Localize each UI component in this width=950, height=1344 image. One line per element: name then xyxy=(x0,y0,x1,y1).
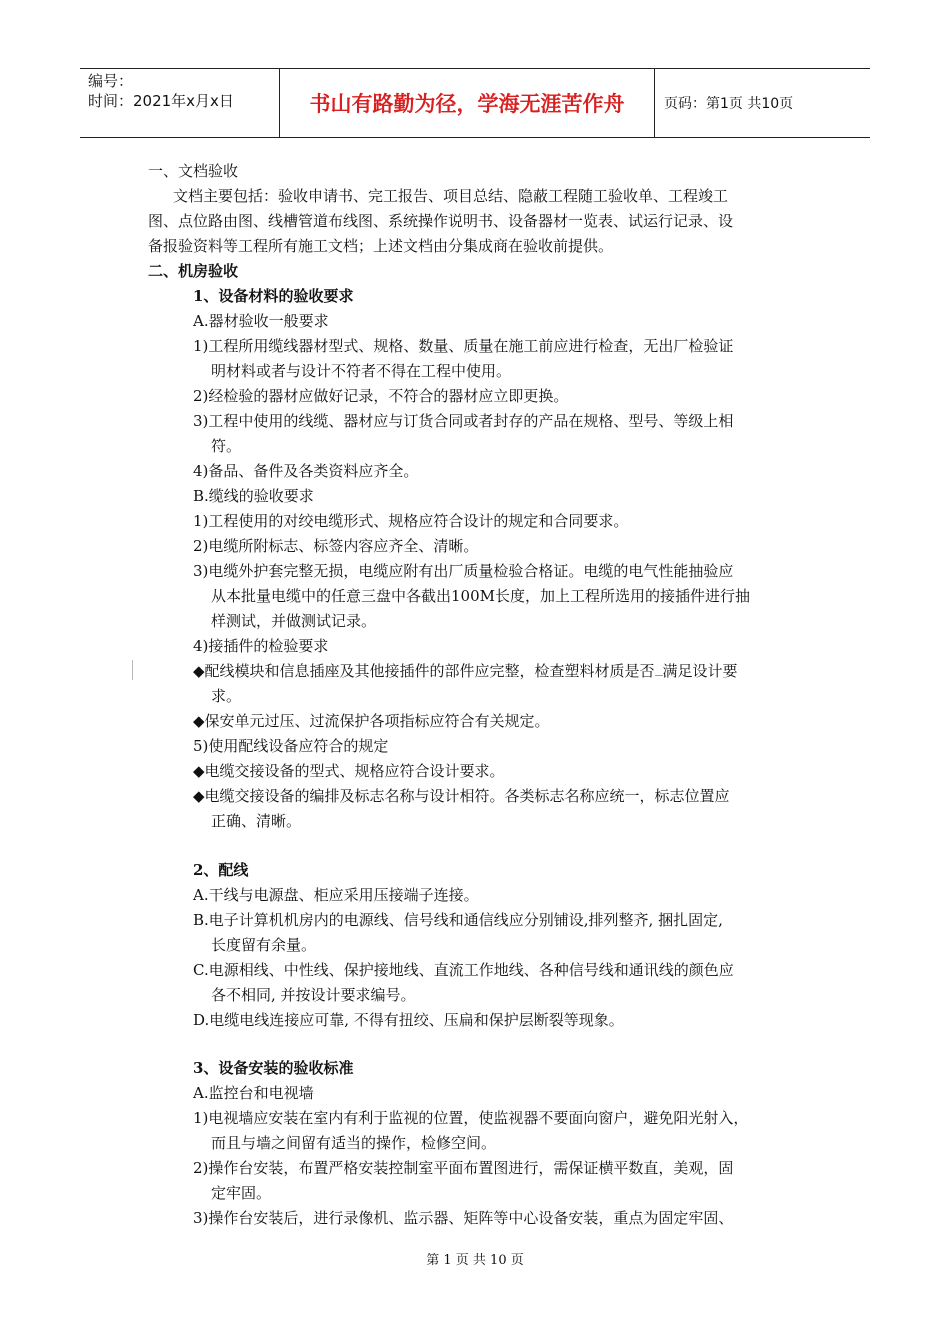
section-heading: 二、机房验收 xyxy=(148,262,239,280)
paragraph-line: B.电子计算机机房内的电源线、信号线和通信线应分别铺设,排列整齐, 捆扎固定, xyxy=(193,911,723,929)
header-page-info: 页码：第1页 共10页 xyxy=(664,96,794,112)
paragraph-line: 5)使用配线设备应符合的规定 xyxy=(193,737,389,755)
paragraph-line: 3)工程中使用的线缆、器材应与订货合同或者封存的产品在规格、型号、等级上相 xyxy=(193,412,734,430)
paragraph-line: 4)备品、备件及各类资料应齐全。 xyxy=(193,462,419,480)
paragraph-line: 3)电缆外护套完整无损，电缆应附有出厂质量检验合格证。电缆的电气性能抽验应 xyxy=(193,562,734,580)
paragraph-line: 备报验资料等工程所有施工文档；上述文档由分集成商在验收前提供。 xyxy=(148,237,614,255)
paragraph-line: 3)操作台安装后，进行录像机、监示器、矩阵等中心设备安装，重点为固定牢固、 xyxy=(193,1209,734,1227)
paragraph-line: 求。 xyxy=(211,687,242,705)
paragraph-line: 长度留有余量。 xyxy=(211,936,317,954)
number-label: 编号： xyxy=(88,72,134,90)
section-heading: 一、文档验收 xyxy=(148,162,239,180)
paragraph-line: A.监控台和电视墙 xyxy=(193,1084,314,1102)
bullet-text: ◆配线模块和信息插座及其他接插件的部件应完整，检查塑料材质是否 xyxy=(193,662,655,680)
page-header xyxy=(80,68,870,138)
bullet-text: 满足设计要 xyxy=(662,662,738,680)
bullet-line xyxy=(193,661,738,681)
paragraph-line: 定牢固。 xyxy=(211,1184,272,1202)
paragraph-line: 4)接插件的检验要求 xyxy=(193,637,329,655)
page-footer: 第 1 页 共 10 页 xyxy=(426,1253,524,1268)
subsection-heading: 3、设备安装的验收标准 xyxy=(193,1059,354,1077)
paragraph-line: C.电源相线、中性线、保护接地线、直流工作地线、各种信号线和通讯线的颜色应 xyxy=(193,961,734,979)
header-motto: 书山有路勤为径，学海无涯苦作舟 xyxy=(280,69,655,137)
bullet-line: ◆保安单元过压、过流保护各项指标应符合有关规定。 xyxy=(193,712,550,730)
header-left-cell xyxy=(80,69,280,137)
cursor-underline xyxy=(655,675,663,676)
paragraph-line: B.缆线的验收要求 xyxy=(193,487,314,505)
subsection-heading: 1、设备材料的验收要求 xyxy=(193,287,354,305)
paragraph-line: 各不相同, 并按设计要求编号。 xyxy=(211,986,416,1004)
bullet-line: ◆电缆交接设备的型式、规格应符合设计要求。 xyxy=(193,762,505,780)
paragraph-line: 明材料或者与设计不符者不得在工程中使用。 xyxy=(211,362,512,380)
paragraph-line: 符。 xyxy=(211,437,242,455)
paragraph-line: 而且与墙之间留有适当的操作，检修空间。 xyxy=(211,1134,497,1152)
paragraph-line: A.器材验收一般要求 xyxy=(193,312,329,330)
time-label: 时间：2021年x月x日 xyxy=(88,92,234,110)
paragraph-line: D.电缆电线连接应可靠, 不得有扭绞、压扁和保护层断裂等现象。 xyxy=(193,1011,624,1029)
paragraph-line: 2)电缆所附标志、标签内容应齐全、清晰。 xyxy=(193,537,479,555)
subsection-heading: 2、配线 xyxy=(193,861,249,879)
bullet-line: ◆电缆交接设备的编排及标志名称与设计相符。各类标志名称应统一，标志位置应 xyxy=(193,787,730,805)
margin-marker xyxy=(132,660,133,680)
paragraph-line: 1)电视墙应安装在室内有利于监视的位置，使监视器不要面向窗户，避免阳光射入， xyxy=(193,1109,749,1127)
paragraph-line: 图、点位路由图、线槽管道布线图、系统操作说明书、设备器材一览表、试运行记录、设 xyxy=(148,212,734,230)
paragraph-line: 2)经检验的器材应做好记录，不符合的器材应立即更换。 xyxy=(193,387,569,405)
paragraph-line: 样测试，并做测试记录。 xyxy=(211,612,377,630)
paragraph-line: 2)操作台安装，布置严格安装控制室平面布置图进行，需保证横平数直，美观，固 xyxy=(193,1159,734,1177)
paragraph-line: 正确、清晰。 xyxy=(211,812,302,830)
paragraph-line: A.干线与电源盘、柜应采用压接端子连接。 xyxy=(193,886,479,904)
paragraph-line: 1)工程所用缆线器材型式、规格、数量、质量在施工前应进行检查，无出厂检验证 xyxy=(193,337,734,355)
paragraph-line: 文档主要包括：验收申请书、完工报告、项目总结、隐蔽工程随工验收单、工程竣工 xyxy=(173,187,729,205)
paragraph-line: 1)工程使用的对绞电缆形式、规格应符合设计的规定和合同要求。 xyxy=(193,512,629,530)
paragraph-line: 从本批量电缆中的任意三盘中各截出100M长度，加上工程所选用的接插件进行抽 xyxy=(211,587,750,605)
